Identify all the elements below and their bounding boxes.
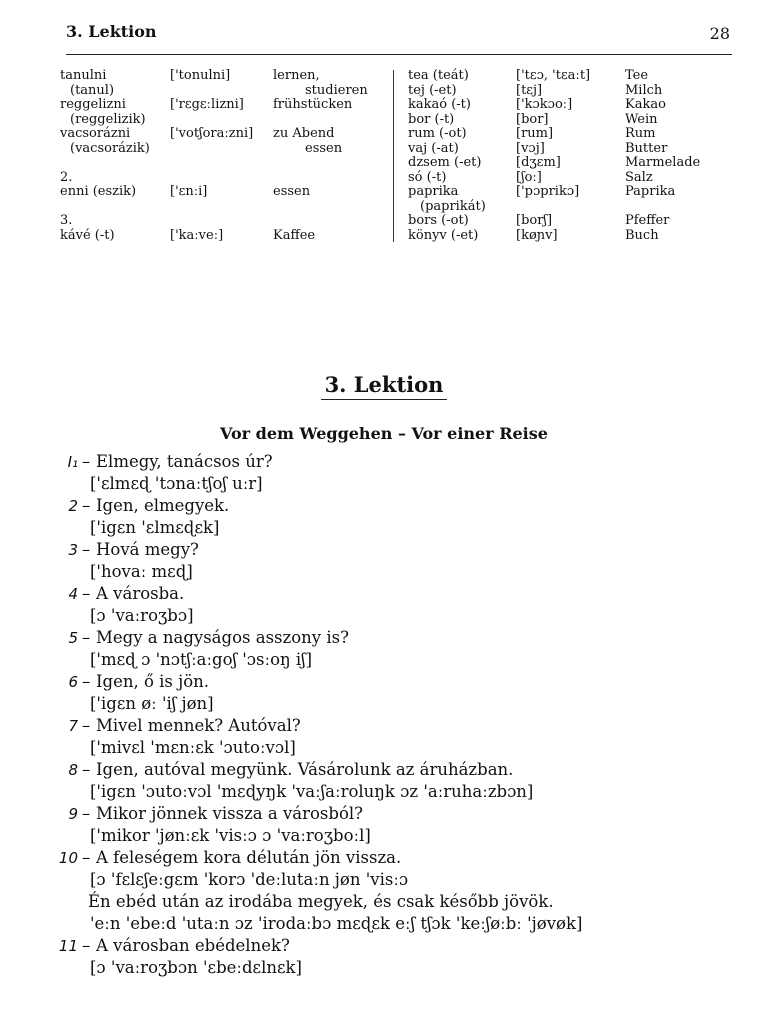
hungarian-sentence: Mikor jönnek vissza a városból?: [96, 804, 364, 823]
vocab-pronunciation: [tεj]: [516, 82, 543, 98]
vocab-row: [60, 185, 390, 200]
vocab-word: vacsorázni: [60, 126, 131, 141]
vocab-row: [408, 113, 728, 128]
vocab-word: enni (eszik): [60, 184, 137, 199]
vocab-word: (paprikát): [420, 198, 486, 214]
dialog-line: [40, 496, 740, 518]
vocab-row: [60, 156, 390, 171]
dialog-line: [40, 804, 740, 826]
vocab-translation: Rum: [625, 126, 656, 141]
phonetic-transcription: ['igεn øː 'iʃ jøn]: [90, 694, 214, 713]
dialog-line: [40, 936, 740, 958]
vocab-word: vaj (-at): [408, 140, 459, 156]
vocab-word: bor (-t): [408, 111, 455, 127]
vocab-translation: Kaffee: [273, 227, 316, 243]
dash: –: [82, 452, 91, 471]
phonetic-transcription: ['igεn 'ɔutoːvɔl 'mεɖyŋk 'vaːʃaːroluŋk ɔz 'aːruhaːzbɔn]: [90, 782, 534, 801]
vocab-word: kakaó (-t): [408, 97, 471, 112]
vocab-word: paprika: [408, 184, 459, 199]
hungarian-sentence: A városba.: [96, 584, 185, 603]
vocabulary-left-column: [60, 69, 390, 243]
hungarian-sentence: A városban ebédelnek?: [96, 936, 290, 955]
hungarian-sentence: A feleségem kora délután jön vissza.: [96, 848, 402, 867]
vocab-row: [408, 69, 728, 84]
dialog-line: [40, 540, 740, 562]
dash: –: [82, 936, 91, 955]
dash: –: [82, 672, 91, 691]
vocab-word: bors (-ot): [408, 213, 469, 228]
dialog-line: [40, 474, 740, 496]
vocabulary-right-column: [408, 69, 728, 243]
vocab-row: [60, 214, 390, 229]
vocab-row: [60, 229, 390, 244]
vocab-word: (vacsorázik): [70, 140, 150, 156]
line-number: 2: [68, 497, 78, 515]
phonetic-transcription: ['εlmεɖ 'tɔnaːtʃoʃ uːr]: [90, 474, 263, 493]
vocab-pronunciation: ['kɔkɔoː]: [516, 97, 573, 112]
dash: –: [82, 716, 91, 735]
dialog-subtitle: Vor dem Weggehen – Vor einer Reise: [220, 424, 548, 443]
dialog-line: [40, 826, 740, 848]
vocab-translation: Paprika: [625, 184, 676, 199]
line-number: 6: [68, 673, 78, 691]
phonetic-transcription: [ɔ 'vaːroʒbɔ]: [90, 606, 194, 625]
dash: –: [82, 540, 91, 559]
dialog-line: [40, 584, 740, 606]
dash: –: [82, 804, 91, 823]
vocab-row: [60, 69, 390, 84]
vocab-row: [408, 229, 728, 244]
vocab-word: reggelizni: [60, 97, 126, 112]
vocab-word: rum (-ot): [408, 126, 467, 141]
vocab-row: [60, 98, 390, 113]
lesson-heading: [0, 372, 768, 400]
vocab-row: [60, 171, 390, 186]
line-number: 4: [68, 585, 78, 603]
dialog-line: [40, 716, 740, 738]
dialog-line: [40, 958, 740, 980]
vocab-translation: Marmelade: [625, 155, 701, 170]
vocab-row: [408, 200, 728, 215]
vocab-pronunciation: ['votʃoraːzni]: [170, 126, 254, 141]
dialog-line: [40, 760, 740, 782]
line-number: 8: [68, 761, 78, 779]
dialog-line: [40, 672, 740, 694]
phonetic-transcription: [ɔ 'fεlεʃeːgεm 'korɔ 'deːlutaːn jøn 'visːɔ: [90, 870, 409, 889]
page-header: [66, 20, 732, 55]
vocab-translation: Butter: [625, 140, 668, 156]
dialog-line: [40, 452, 740, 474]
vocab-translation: Buch: [625, 227, 659, 243]
running-title: 3. Lektion: [66, 22, 157, 41]
vocab-row: [408, 156, 728, 171]
vocab-row: [408, 84, 728, 99]
vocab-word: tej (-et): [408, 82, 457, 98]
dialog-line: [40, 738, 740, 760]
vocab-word: dzsem (-et): [408, 155, 482, 170]
vocab-row: [408, 214, 728, 229]
dash: –: [82, 628, 91, 647]
vocab-translation: Pfeffer: [625, 213, 670, 228]
vocab-pronunciation: [borʃ]: [516, 213, 553, 228]
vocab-translation: essen: [305, 140, 343, 156]
dialog-line: [40, 562, 740, 584]
vocab-row: [60, 84, 390, 99]
hungarian-sentence: Én ebéd után az irodába megyek, és csak később jövök.: [88, 892, 554, 911]
vocab-word: 3.: [60, 213, 73, 228]
column-divider: [393, 70, 394, 242]
vocab-row: [408, 142, 728, 157]
dash: –: [82, 848, 91, 867]
dash: –: [82, 584, 91, 603]
vocab-word: könyv (-et): [408, 227, 479, 243]
vocab-pronunciation: ['rεgεːlizni]: [170, 97, 244, 112]
vocab-pronunciation: ['pɔprikɔ]: [516, 184, 580, 199]
vocab-word: tanulni: [60, 68, 107, 83]
dialog-line: [40, 892, 740, 914]
vocab-pronunciation: ['kaːveː]: [170, 227, 224, 243]
vocab-pronunciation: [bor]: [516, 111, 549, 127]
vocab-translation: frühstücken: [273, 97, 353, 112]
vocab-pronunciation: ['εnːi]: [170, 184, 208, 199]
hungarian-sentence: Hová megy?: [96, 540, 199, 559]
phonetic-transcription: 'eːn 'ebeːd 'utaːn ɔz 'irodaːbɔ mεɖεk eːʃ tʃɔk 'keːʃøːbː 'jøvøk]: [90, 914, 583, 933]
dialog-text: [40, 452, 740, 980]
vocab-translation: essen: [273, 184, 311, 199]
hungarian-sentence: Igen, ő is jön.: [96, 672, 210, 691]
vocab-row: [408, 185, 728, 200]
hungarian-sentence: Megy a nagyságos asszony is?: [96, 628, 349, 647]
vocab-row: [60, 113, 390, 128]
vocab-word: tea (teát): [408, 68, 469, 83]
page-number: 28: [709, 24, 730, 43]
dialog-line: [40, 782, 740, 804]
dialog-line: [40, 606, 740, 628]
vocab-pronunciation: [vɔj]: [516, 140, 545, 156]
vocab-pronunciation: ['tεɔ, 'tεaːt]: [516, 68, 591, 83]
dialog-line: [40, 914, 740, 936]
hungarian-sentence: Mivel mennek? Autóval?: [96, 716, 301, 735]
vocab-pronunciation: [rum]: [516, 126, 554, 141]
phonetic-transcription: ['mikor 'jønːεk 'visːɔ ɔ 'vaːroʒboːl]: [90, 826, 371, 845]
line-number: 11: [58, 937, 78, 955]
phonetic-transcription: ['mεɖ ɔ 'nɔtʃːaːgoʃ 'ɔsːoŋ iʃ]: [90, 650, 313, 669]
vocab-row: [60, 127, 390, 142]
vocab-word: (tanul): [70, 82, 115, 98]
dialog-line: [40, 518, 740, 540]
line-number: 5: [68, 629, 78, 647]
vocab-word: só (-t): [408, 169, 447, 185]
dash: –: [82, 496, 91, 515]
vocab-translation: zu Abend: [273, 126, 335, 141]
phonetic-transcription: ['igεn 'εlmεɖεk]: [90, 518, 220, 537]
vocab-word: 2.: [60, 169, 73, 185]
line-number: I₁: [67, 453, 78, 471]
hungarian-sentence: Igen, elmegyek.: [96, 496, 230, 515]
dialog-line: [40, 650, 740, 672]
lesson-title: 3. Lektion: [321, 372, 448, 400]
line-number: 7: [68, 717, 78, 735]
dialog-line: [40, 694, 740, 716]
vocab-translation: Wein: [625, 111, 658, 127]
line-number: 9: [68, 805, 78, 823]
vocab-row: [60, 142, 390, 157]
vocab-translation: Tee: [625, 68, 649, 83]
dialog-line: [40, 848, 740, 870]
dialog-line: [40, 870, 740, 892]
vocab-row: [60, 200, 390, 215]
phonetic-transcription: ['hovaː mεɖ]: [90, 562, 193, 581]
vocab-translation: Salz: [625, 169, 653, 185]
dash: –: [82, 760, 91, 779]
vocab-row: [408, 171, 728, 186]
vocab-pronunciation: [dʒεm]: [516, 155, 561, 170]
phonetic-transcription: ['mivεl 'mεnːεk 'ɔutoːvɔl]: [90, 738, 296, 757]
hungarian-sentence: Elmegy, tanácsos úr?: [96, 452, 273, 471]
line-number: 3: [68, 541, 78, 559]
line-number: 10: [58, 849, 78, 867]
vocab-translation: lernen,: [273, 68, 320, 83]
hungarian-sentence: Igen, autóval megyünk. Vásárolunk az áruházban.: [96, 760, 514, 779]
vocab-word: (reggelizik): [70, 111, 146, 127]
vocab-pronunciation: ['tonulni]: [170, 68, 231, 83]
vocab-pronunciation: [køɲv]: [516, 227, 558, 243]
phonetic-transcription: [ɔ 'vaːroʒbɔn 'εbeːdεlnεk]: [90, 958, 302, 977]
vocab-translation: Milch: [625, 82, 663, 98]
vocab-translation: Kakao: [625, 97, 666, 112]
dialog-line: [40, 628, 740, 650]
vocab-row: [408, 127, 728, 142]
vocab-word: kávé (-t): [60, 227, 115, 243]
vocab-row: [408, 98, 728, 113]
vocab-translation: studieren: [305, 82, 368, 98]
vocab-pronunciation: [ʃoː]: [516, 169, 542, 185]
